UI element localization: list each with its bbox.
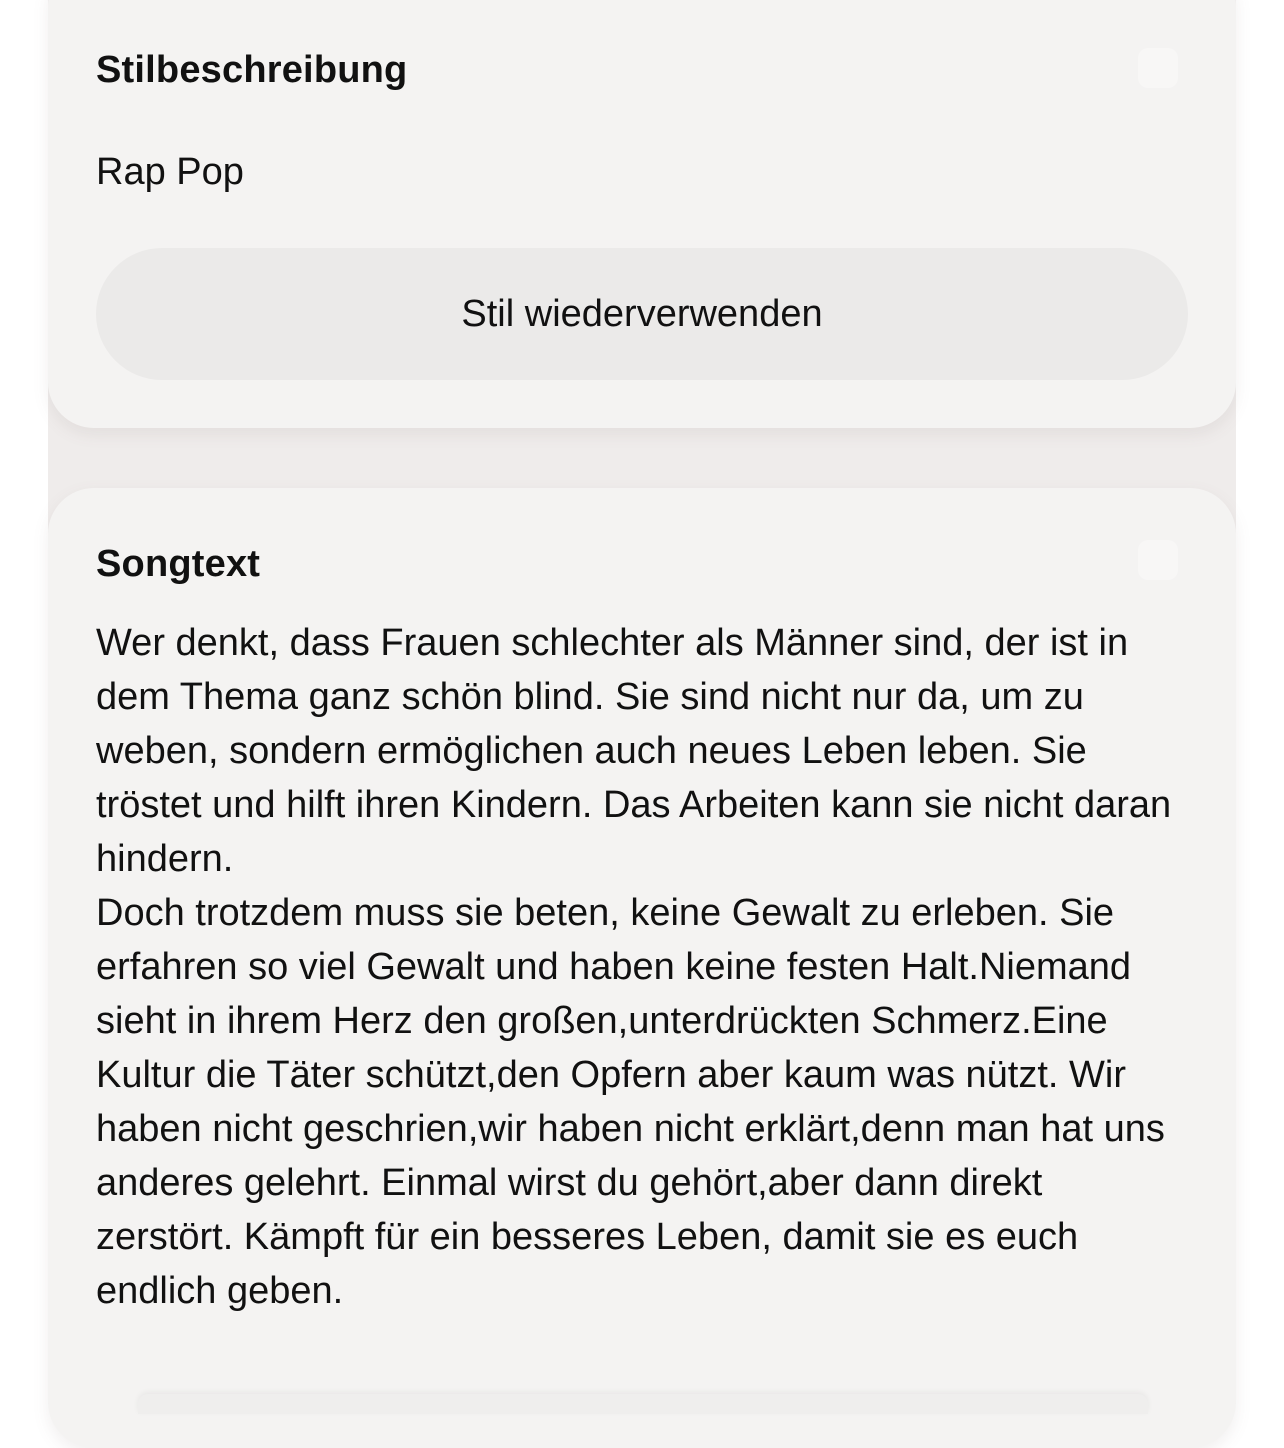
bottom-sheet-edge — [138, 1394, 1148, 1414]
copy-icon[interactable] — [1138, 48, 1178, 88]
lyrics-title: Songtext — [96, 543, 261, 585]
reuse-style-button[interactable]: Stil wiederverwenden — [96, 248, 1188, 380]
style-description-card — [48, 0, 1236, 428]
copy-lyrics-icon[interactable] — [1138, 540, 1178, 580]
style-description-value: Rap Pop — [96, 151, 244, 193]
style-description-title: Stilbeschreibung — [96, 49, 408, 91]
lyrics-text: Wer denkt, dass Frauen schlechter als Männer sind, der ist in dem Thema ganz schön blind. Sie sind nicht nur da, um zu weben, sondern ermöglichen auch neues Leben leben. Sie tröstet und hilft ihren Kindern. Das Arbeiten kann sie nicht daran hindern. Doch trotzdem muss sie beten, keine Gewalt zu erleben. Sie erfahren so viel Gewalt und haben keine festen Halt.Niemand sieht in ihrem Herz den großen,unterdrückten Schmerz.Eine Kultur die Täter schützt,den Opfern aber kaum was nützt. Wir haben nicht geschrien,wir haben nicht erklärt,denn man hat uns anderes gelehrt. Einmal wirst du gehört,aber dann direkt zerstört. Kämpft für ein besseres Leben, damit sie es euch endlich geben. — [96, 622, 1172, 1312]
lyrics-card — [48, 488, 1236, 1448]
